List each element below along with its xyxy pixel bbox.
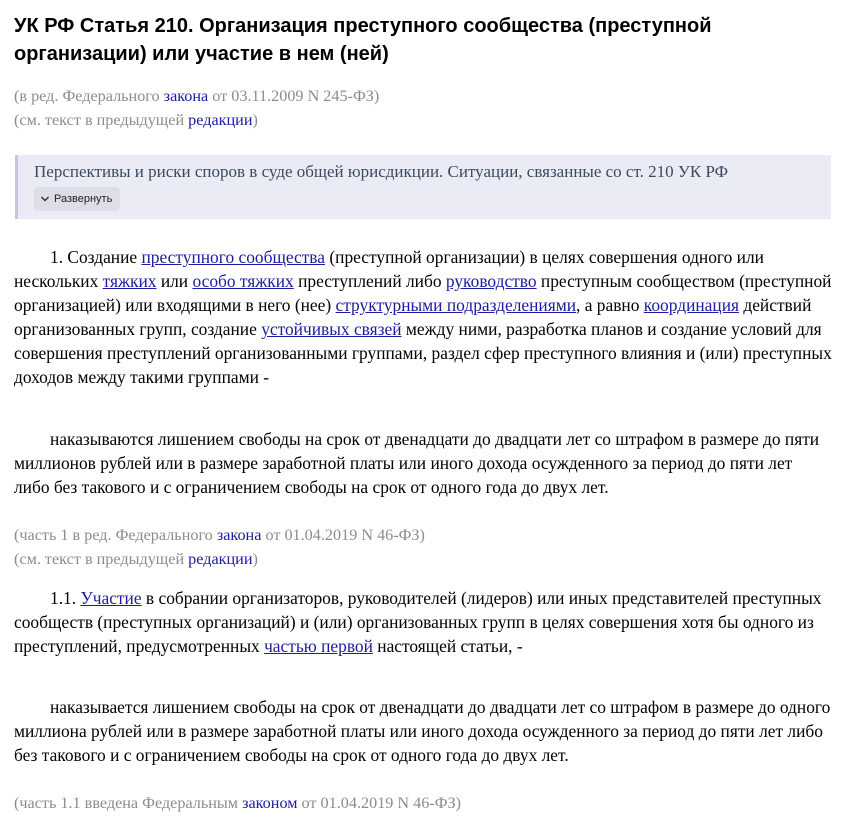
previous-edition-link[interactable]: редакции — [188, 111, 253, 129]
participation-link[interactable]: Участие — [80, 588, 142, 608]
criminal-community-link[interactable]: преступного сообщества — [141, 247, 326, 267]
revision-note-line: (в ред. Федерального закона от 03.11.2009 N 245-ФЗ) — [14, 87, 380, 105]
chevron-down-icon — [40, 194, 50, 204]
part-1-previous-edition-link[interactable]: редакции — [188, 550, 253, 568]
structural-units-link[interactable]: структурными подразделениями — [335, 295, 577, 315]
part-1-1-note: (часть 1.1 введена Федеральным законом от 01.04.2019 N 46-ФЗ) — [14, 794, 462, 812]
introducing-law-link[interactable]: законом — [242, 794, 298, 812]
part-1-amendment-note: (часть 1 в ред. Федерального закона от 01.04.2019 N 46-ФЗ) — [14, 526, 425, 544]
especially-grave-link[interactable]: особо тяжких — [192, 271, 294, 291]
revision-notes — [14, 84, 814, 132]
part-1-notes — [14, 523, 832, 571]
previous-edition-line: (см. текст в предыдущей редакции) — [14, 111, 258, 129]
part-1-previous-edition-note: (см. текст в предыдущей редакции) — [14, 550, 258, 568]
part-1-1-paragraph: 1.1. Участие в собрании организаторов, руководителей (лидеров) или иных представителей преступных сообществ (преступных организаций) и (или) организованных групп в целях совершения хотя бы одного из преступлений, предусмотренных частью первой настоящей статьи, - — [14, 588, 822, 656]
info-box-text[interactable]: Перспективы и риски споров в суде общей юрисдикции. Ситуации, связанные со ст. 210 УК РФ — [34, 162, 729, 181]
page-title: УК РФ Статья 210. Организация преступного сообщества (преступной организации) или участие в нем (ней) — [14, 15, 712, 65]
expand-button[interactable] — [34, 187, 120, 211]
part-1-punishment: наказываются лишением свободы на срок от двенадцати до двадцати лет со штрафом в размере до пяти миллионов рублей или в размере заработной платы или иного дохода осужденного за период до пяти лет либо без такового и с ограничением свободы на срок от одного года до двух лет. — [14, 429, 820, 497]
expand-button-label: Развернуть — [54, 193, 113, 205]
info-box — [15, 155, 831, 219]
leadership-link[interactable]: руководство — [445, 271, 537, 291]
part-1-paragraph: 1. Создание преступного сообщества (преступной организации) в целях совершения одного или нескольких тяжких или особо тяжких преступлений либо руководство преступным сообществом (преступной организацией) или входящими в него (нее) структурными подразделениями, а равно координация действий организованных групп, создание устойчивых связей между ними, разработка планов и создание условий для совершения преступлений организованными группами, раздел сфер преступного влияния и (или) преступных доходов между такими группами - — [14, 247, 832, 387]
law-link[interactable]: закона — [163, 87, 209, 105]
stable-ties-link[interactable]: устойчивых связей — [261, 319, 402, 339]
part-one-link[interactable]: частью первой — [264, 636, 373, 656]
grave-crimes-link[interactable]: тяжких — [102, 271, 157, 291]
amending-law-link[interactable]: закона — [216, 526, 262, 544]
coordination-link[interactable]: координация — [643, 295, 740, 315]
part-1-1-punishment: наказывается лишением свободы на срок от двенадцати до двадцати лет со штрафом в размере до одного миллиона рублей или в размере заработной платы или иного дохода осужденного за период до пяти лет либо без такового и с ограничением свободы на срок от одного года до двух лет. — [14, 697, 831, 765]
